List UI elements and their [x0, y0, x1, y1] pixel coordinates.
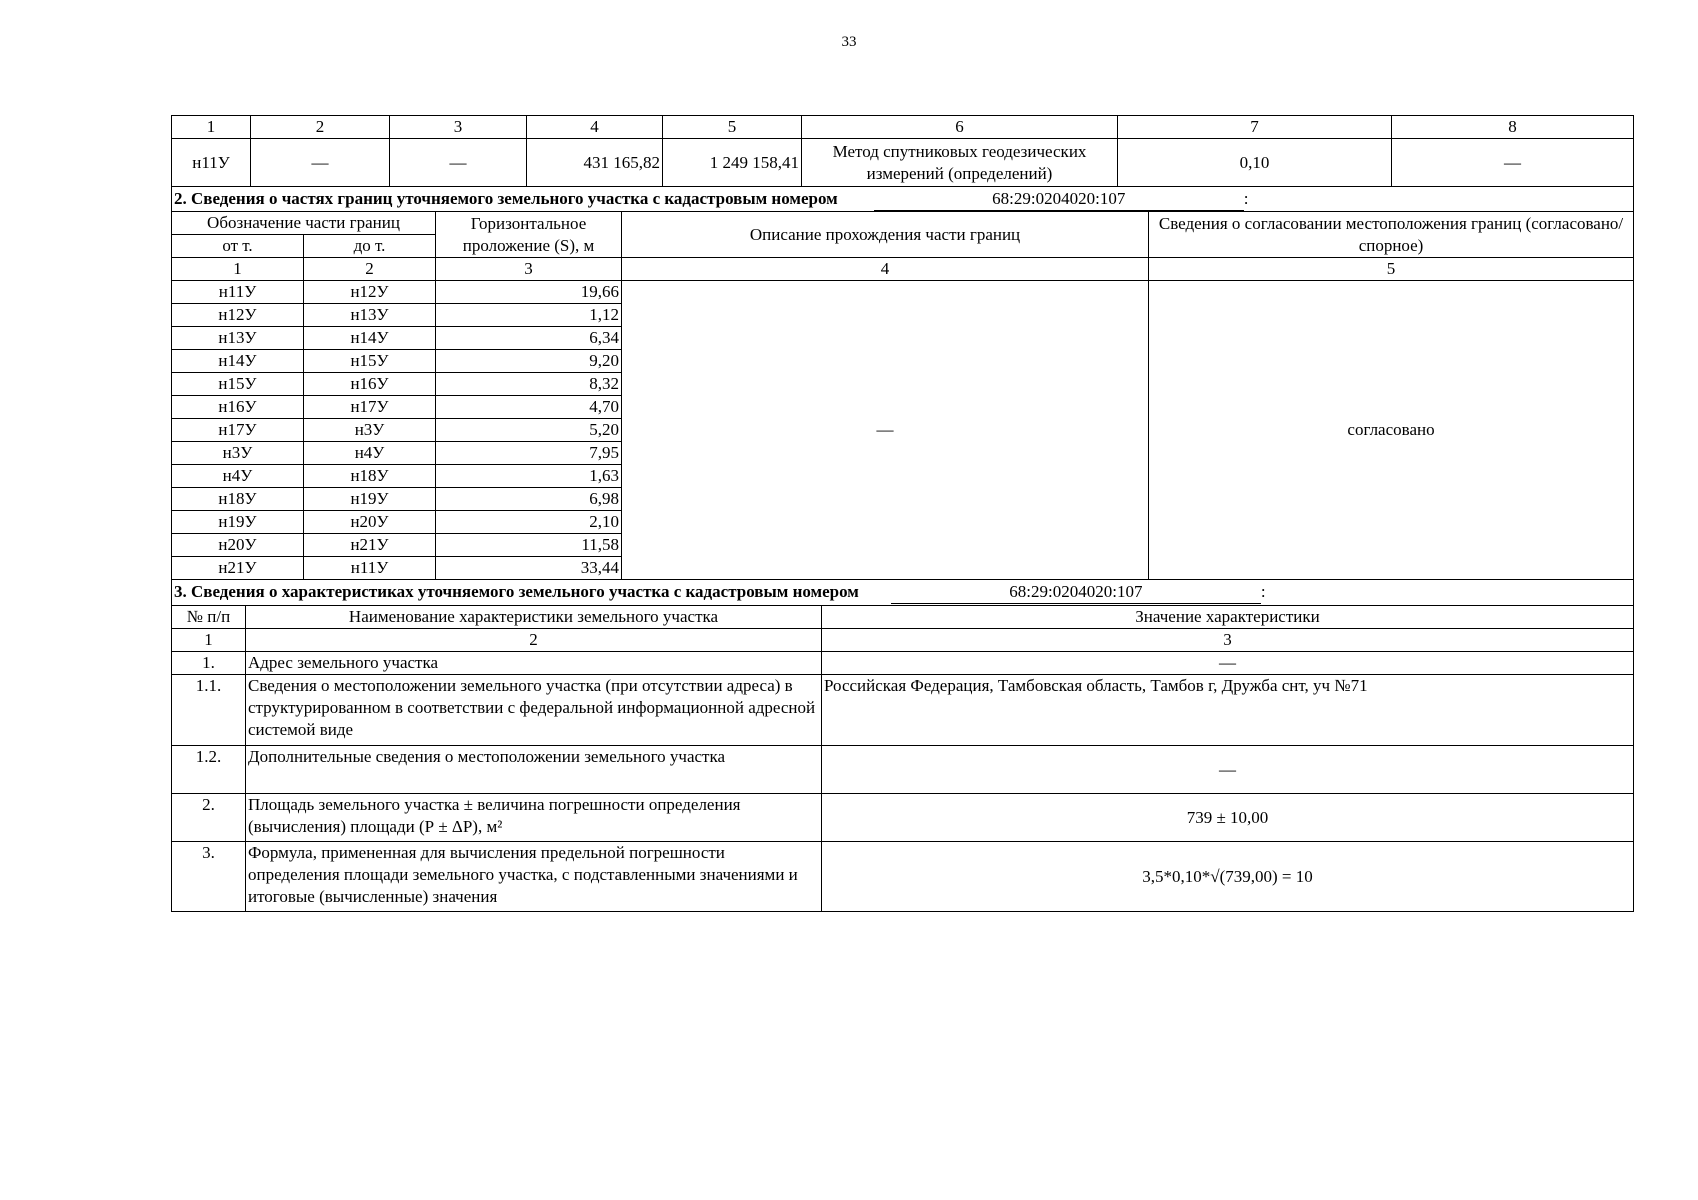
header-number: № п/п [172, 606, 246, 629]
horizontal-distance: 1,63 [436, 465, 622, 488]
from-point: н17У [172, 419, 304, 442]
table-row [172, 652, 1634, 675]
header-horizontal: Горизонтальное проложение (S), м [436, 212, 622, 258]
header-description: Описание прохождения части границ [622, 212, 1149, 258]
section-2-colon: : [1243, 188, 1249, 208]
boundary-num-row [172, 258, 1634, 281]
coord-x: 431 165,82 [527, 139, 663, 187]
horizontal-distance: 1,12 [436, 304, 622, 327]
item-number: 3. [172, 842, 246, 912]
to-point: н13У [304, 304, 436, 327]
item-name: Дополнительные сведения о местоположении земельного участка [246, 746, 822, 794]
coordinates-header-row [172, 116, 1634, 139]
header-part: Обозначение части границ [172, 212, 436, 235]
horizontal-distance: 4,70 [436, 396, 622, 419]
horizontal-distance: 6,34 [436, 327, 622, 350]
table-row [172, 281, 1634, 304]
table-row [172, 675, 1634, 746]
to-point: н3У [304, 419, 436, 442]
horizontal-distance: 8,32 [436, 373, 622, 396]
item-number: 1.2. [172, 746, 246, 794]
horizontal-distance: 7,95 [436, 442, 622, 465]
to-point: н19У [304, 488, 436, 511]
col-num: 2 [304, 258, 436, 281]
horizontal-distance: 6,98 [436, 488, 622, 511]
to-point: н16У [304, 373, 436, 396]
horizontal-distance: 5,20 [436, 419, 622, 442]
item-number: 1. [172, 652, 246, 675]
to-point: н18У [304, 465, 436, 488]
item-name: Формула, примененная для вычисления предельной погрешности определения площади земельного участка, с подставленными значениями и итоговые (вычисленные) значения [246, 842, 822, 912]
item-name: Сведения о местоположении земельного участка (при отсутствии адреса) в структурированном в соответствии с федеральной информационной адресной системой виде [246, 675, 822, 746]
document-body [171, 115, 1633, 912]
table-row [172, 139, 1634, 187]
from-point: н16У [172, 396, 304, 419]
col-num: 5 [1149, 258, 1634, 281]
section-2-title-row [172, 187, 1634, 212]
characteristics-num-row [172, 629, 1634, 652]
from-point: н14У [172, 350, 304, 373]
col-num: 3 [436, 258, 622, 281]
horizontal-distance: 11,58 [436, 534, 622, 557]
to-point: н21У [304, 534, 436, 557]
item-value: — [822, 652, 1634, 675]
item-number: 1.1. [172, 675, 246, 746]
section-2-cadastral: 68:29:0204020:107 [874, 188, 1244, 211]
to-point: н4У [304, 442, 436, 465]
from-point: н21У [172, 557, 304, 580]
item-value: 3,5*0,10*√(739,00) = 10 [822, 842, 1634, 912]
section-3-colon: : [1260, 582, 1266, 601]
header-name: Наименование характеристики земельного участка [246, 606, 822, 629]
table-row [172, 746, 1634, 794]
col-num: 1 [172, 258, 304, 281]
header-value: Значение характеристики [822, 606, 1634, 629]
col-num: 3 [390, 116, 527, 139]
col-num: 5 [663, 116, 802, 139]
to-point: н17У [304, 396, 436, 419]
header-from: от т. [172, 235, 304, 258]
header-to: до т. [304, 235, 436, 258]
accuracy: 0,10 [1118, 139, 1392, 187]
header-agreement: Сведения о согласовании местоположения границ (согласовано/спорное) [1149, 212, 1634, 258]
col-num: 4 [527, 116, 663, 139]
table-row [172, 794, 1634, 842]
characteristics-header-row [172, 606, 1634, 629]
col-num: 2 [246, 629, 822, 652]
method: Метод спутниковых геодезических измерений (определений) [802, 139, 1118, 187]
item-value: 739 ± 10,00 [822, 794, 1634, 842]
item-name: Площадь земельного участка ± величина погрешности определения (вычисления) площади (Р ± ΔР), м² [246, 794, 822, 842]
characteristics-table [171, 605, 1634, 912]
col-num: 7 [1118, 116, 1392, 139]
item-value: — [822, 746, 1634, 794]
description-value: — [622, 281, 1149, 580]
to-point: н20У [304, 511, 436, 534]
col-num: 1 [172, 116, 251, 139]
agreement-value: согласовано [1149, 281, 1634, 580]
to-point: н14У [304, 327, 436, 350]
coord-y: 1 249 158,41 [663, 139, 802, 187]
from-point: н18У [172, 488, 304, 511]
col-num: 4 [622, 258, 1149, 281]
horizontal-distance: 2,10 [436, 511, 622, 534]
col-num: 8 [1392, 116, 1634, 139]
item-name: Адрес земельного участка [246, 652, 822, 675]
col-num: 3 [822, 629, 1634, 652]
boundary-parts-table [171, 211, 1634, 606]
col-num: 2 [251, 116, 390, 139]
from-point: н19У [172, 511, 304, 534]
boundary-header-row [172, 212, 1634, 235]
from-point: н20У [172, 534, 304, 557]
col-num: 1 [172, 629, 246, 652]
point-id: н11У [172, 139, 251, 187]
to-point: н15У [304, 350, 436, 373]
section-3-cadastral: 68:29:0204020:107 [891, 581, 1261, 604]
horizontal-distance: 9,20 [436, 350, 622, 373]
col-num: 6 [802, 116, 1118, 139]
to-point: н11У [304, 557, 436, 580]
from-point: н11У [172, 281, 304, 304]
section-3-title-text: 3. Сведения о характеристиках уточняемого земельного участка с кадастровым номером [174, 582, 859, 601]
item-value: Российская Федерация, Тамбовская область, Тамбов г, Дружба снт, уч №71 [822, 675, 1634, 746]
section-3-title [172, 580, 1634, 606]
item-number: 2. [172, 794, 246, 842]
cell: — [1392, 139, 1634, 187]
section-3-title-row [172, 580, 1634, 606]
from-point: н15У [172, 373, 304, 396]
horizontal-distance: 19,66 [436, 281, 622, 304]
from-point: н4У [172, 465, 304, 488]
to-point: н12У [304, 281, 436, 304]
section-2-title-text: 2. Сведения о частях границ уточняемого земельного участка с кадастровым номером [174, 188, 838, 208]
cell: — [251, 139, 390, 187]
table-row [172, 842, 1634, 912]
page-number: 33 [841, 34, 857, 50]
horizontal-distance: 33,44 [436, 557, 622, 580]
section-2-title [172, 187, 1634, 212]
from-point: н3У [172, 442, 304, 465]
cell: — [390, 139, 527, 187]
coordinates-table [171, 115, 1634, 212]
from-point: н13У [172, 327, 304, 350]
from-point: н12У [172, 304, 304, 327]
